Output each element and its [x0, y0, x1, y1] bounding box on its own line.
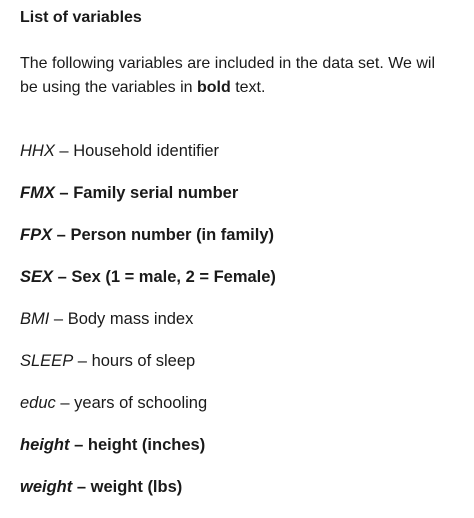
variable-separator: – — [53, 268, 72, 286]
variable-separator: – — [69, 436, 88, 454]
variable-separator: – — [72, 478, 91, 496]
variable-list — [20, 140, 276, 518]
variable-name: HHX — [20, 142, 55, 160]
variable-name: weight — [20, 478, 73, 496]
variable-separator: – — [52, 226, 71, 244]
variable-item-educ — [20, 392, 276, 434]
variable-name: educ — [20, 394, 56, 412]
variable-item-sleep — [20, 350, 276, 392]
intro-line-2 — [20, 76, 474, 100]
variable-description: Sex (1 = male, 2 = Female) — [71, 268, 276, 286]
variable-item-height — [20, 434, 276, 476]
variable-name: SEX — [20, 268, 54, 286]
variable-description: Person number (in family) — [70, 226, 274, 244]
variable-item-weight — [20, 476, 276, 518]
intro-line-1: The following variables are included in the data set. We wil — [20, 55, 436, 72]
variable-description: Body mass index — [67, 310, 194, 328]
variable-separator: – — [55, 394, 75, 412]
variable-separator: – — [73, 352, 92, 370]
variable-description: height (inches) — [87, 436, 206, 454]
document-body — [20, 8, 474, 496]
intro-line-2-prefix: be using the variables in — [20, 79, 197, 96]
variable-name: FMX — [20, 184, 55, 202]
variable-description: weight (lbs) — [90, 478, 183, 496]
intro-line-2-suffix: text. — [230, 79, 266, 96]
variable-item-fpx — [20, 224, 276, 266]
variable-name: BMI — [20, 310, 50, 328]
variable-description: Household identifier — [73, 142, 220, 160]
variable-item-sex — [20, 266, 276, 308]
variable-name: FPX — [20, 226, 53, 244]
variable-separator: – — [49, 310, 68, 328]
variable-name: height — [20, 436, 70, 454]
variable-name: SLEEP — [20, 352, 74, 370]
variable-description: years of schooling — [74, 394, 208, 412]
variable-description: Family serial number — [73, 184, 239, 202]
variable-separator: – — [54, 142, 74, 160]
intro-bold-word: bold — [197, 79, 231, 96]
variable-item-hhx — [20, 140, 276, 182]
variable-separator: – — [54, 184, 74, 202]
variable-item-bmi — [20, 308, 276, 350]
variable-description: hours of sleep — [91, 352, 196, 370]
page-title: List of variables — [20, 9, 142, 26]
variable-item-fmx — [20, 182, 276, 224]
intro-paragraph — [20, 52, 474, 100]
